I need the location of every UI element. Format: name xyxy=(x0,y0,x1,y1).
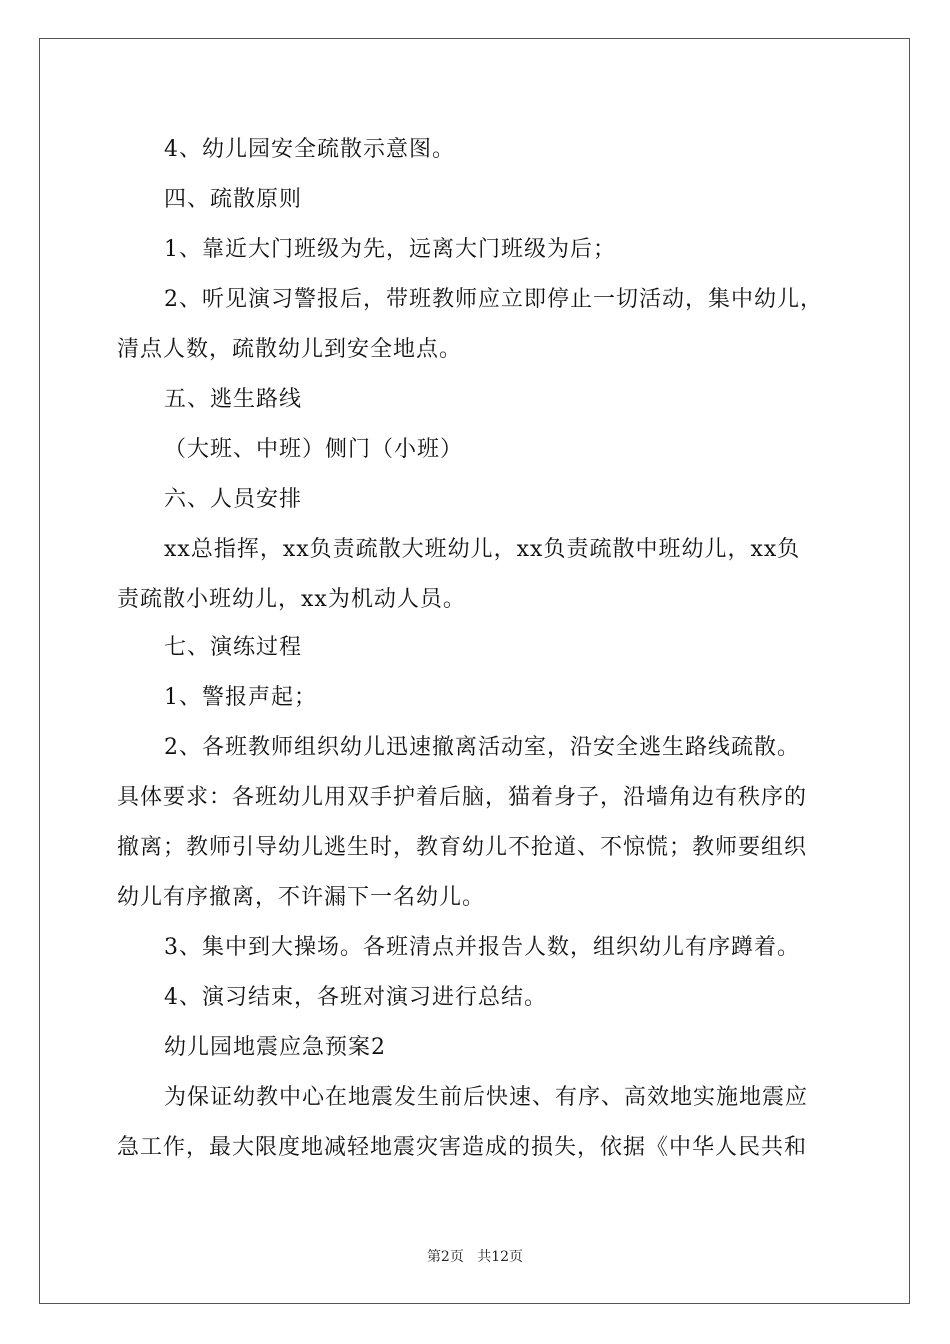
text-line: 清点人数，疏散幼儿到安全地点。 xyxy=(117,337,463,362)
text-line: 1、警报声起； xyxy=(164,685,317,710)
section-heading: 四、疏散原则 xyxy=(164,187,303,212)
text-line: 4、演习结束，各班对演习进行总结。 xyxy=(164,985,547,1010)
text-line: 撤离；教师引导幼儿逃生时，教育幼儿不抢道、不惊慌；教师要组织 xyxy=(117,835,808,860)
section-heading: 七、演练过程 xyxy=(164,635,303,660)
text-line: （大班、中班）侧门（小班） xyxy=(164,437,464,462)
text-line: 幼儿有序撤离，不许漏下一名幼儿。 xyxy=(117,885,486,910)
text-line: xx总指挥，xx负责疏散大班幼儿，xx负责疏散中班幼儿，xx负 xyxy=(164,537,801,562)
total-pages-label: 共12页 xyxy=(477,1249,524,1265)
section-heading: 五、逃生路线 xyxy=(164,387,303,412)
text-line: 2、各班教师组织幼儿迅速撤离活动室，沿安全逃生路线疏散。 xyxy=(164,735,800,760)
page-border xyxy=(39,38,910,1304)
text-line: 急工作，最大限度地减轻地震灾害造成的损失，依据《中华人民共和 xyxy=(117,1135,808,1160)
text-line: 4、幼儿园安全疏散示意图。 xyxy=(164,137,455,162)
text-line: 2、听见演习警报后，带班教师应立即停止一切活动，集中幼儿， xyxy=(164,287,823,312)
page-footer xyxy=(0,1248,950,1266)
text-line: 具体要求：各班幼儿用双手护着后脑，猫着身子，沿墙角边有秩序的 xyxy=(117,785,808,810)
text-line: 3、集中到大操场。各班清点并报告人数，组织幼儿有序蹲着。 xyxy=(164,935,800,960)
document-subtitle: 幼儿园地震应急预案2 xyxy=(164,1035,386,1060)
section-heading: 六、人员安排 xyxy=(164,487,303,512)
text-line: 责疏散小班幼儿，xx为机动人员。 xyxy=(117,587,466,612)
current-page-label: 第2页 xyxy=(426,1249,464,1265)
text-line: 1、靠近大门班级为先，远离大门班级为后； xyxy=(164,237,616,262)
text-line: 为保证幼教中心在地震发生前后快速、有序、高效地实施地震应 xyxy=(164,1085,809,1110)
